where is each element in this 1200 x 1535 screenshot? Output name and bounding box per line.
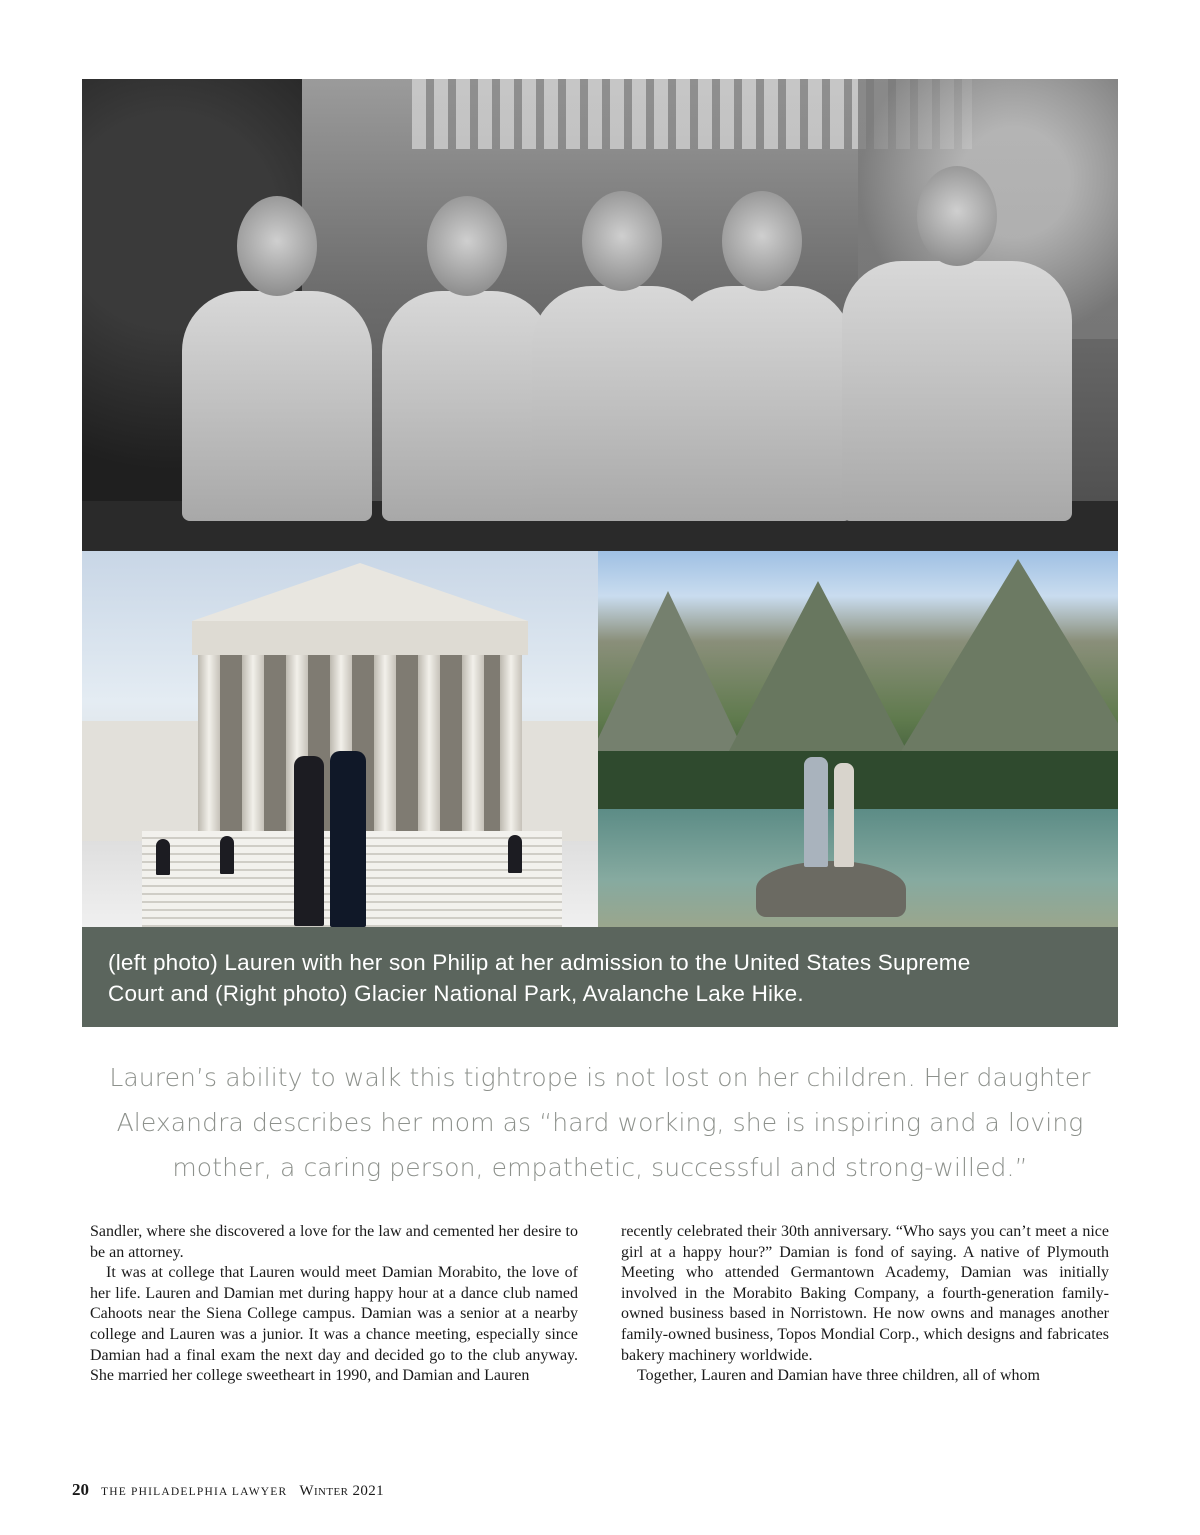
- caption-line-1: (left photo) Lauren with her son Philip at her admission to the United States Supreme: [108, 950, 971, 975]
- person-figure: [156, 839, 170, 875]
- person-figure: [804, 757, 828, 867]
- page-number: 20: [72, 1480, 89, 1499]
- person-silhouette: [672, 286, 852, 521]
- person-figure: [834, 763, 854, 867]
- pull-quote-line-1: Lauren’s ability to walk this tightrope is not lost on her children. Her daughter: [109, 1063, 1091, 1092]
- family-photo: [82, 79, 1118, 551]
- pull-quote-line-2: Alexandra describes her mom as “hard working, she is inspiring and a loving: [116, 1108, 1084, 1137]
- body-paragraph: Together, Lauren and Damian have three children, all of whom: [637, 1367, 1040, 1385]
- body-column-left: [90, 1222, 578, 1387]
- body-paragraph: recently celebrated their 30th anniversary. “Who says you can’t meet a nice girl at a happy hour?” Damian is fond of saying. A native of Plymouth Meeting who attended Germantown Academy, Damian was initially involved in the Morabito Baking Company, a fourth-generation family-owned business based in Norristown. He now owns and manages another family-owned business, Topos Mondial Corp., which designs and fabricates bakery machinery worldwide.: [621, 1223, 1109, 1364]
- person-figure: [508, 835, 522, 873]
- issue-label: Winter 2021: [299, 1483, 385, 1499]
- treeline: [598, 751, 1118, 811]
- caption-line-2: Court and (Right photo) Glacier National Park, Avalanche Lake Hike.: [108, 981, 804, 1006]
- supreme-court-photo: [82, 551, 598, 927]
- person-figure: [330, 751, 366, 927]
- body-paragraph: It was at college that Lauren would meet Damian Morabito, the love of her life. Lauren and Damian met during happy hour at a dance club named Cahoots near the Siena College campus. Damian was a senior at a nearby college and Lauren was a junior. It was a chance meeting, especially since Damian had a final exam the next day and decided go to the club anyway. She married her college sweetheart in 1990, and Damian and Lauren: [90, 1264, 578, 1385]
- person-figure: [220, 836, 234, 874]
- rock: [756, 861, 906, 917]
- page-footer: [72, 1480, 384, 1500]
- person-figure: [294, 756, 324, 926]
- person-silhouette: [182, 291, 372, 521]
- body-paragraph: Sandler, where she discovered a love for the law and cemented her desire to be an attorney.: [90, 1223, 578, 1261]
- pull-quote: [82, 1055, 1118, 1190]
- body-column-right: [621, 1222, 1109, 1387]
- glacier-park-photo: [598, 551, 1118, 927]
- photo-caption: [82, 927, 1118, 1027]
- pull-quote-line-3: mother, a caring person, empathetic, successful and strong-willed.”: [172, 1153, 1028, 1182]
- person-silhouette: [842, 261, 1072, 521]
- person-silhouette: [382, 291, 552, 521]
- magazine-name: THE PHILADELPHIA LAWYER: [101, 1486, 288, 1498]
